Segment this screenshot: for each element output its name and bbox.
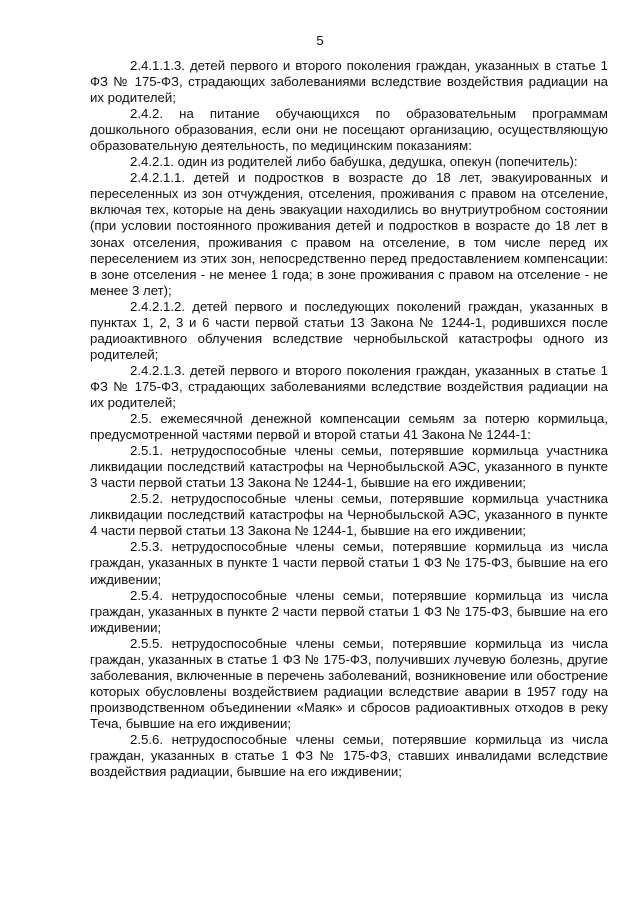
paragraph-2-5-2: 2.5.2. нетрудоспособные члены семьи, потерявшие кормильца участника ликвидации последствий катастрофы на Чернобыльской АЭС, указанного в пункте 4 части первой статьи 13 Закона № 1244-1, бывшие на его иждивении; bbox=[90, 491, 608, 539]
page-number: 5 bbox=[316, 33, 324, 48]
paragraph-2-4-2-1-3: 2.4.2.1.3. детей первого и второго поколения граждан, указанных в статье 1 ФЗ № 175-ФЗ, страдающих заболеваниями вследствие воздействия радиации на их родителей; bbox=[90, 362, 608, 410]
paragraph-2-4-1-1-3: 2.4.1.1.3. детей первого и второго поколения граждан, указанных в статье 1 ФЗ № 175-ФЗ, страдающих заболеваниями вследствие воздействия радиации на их родителей; bbox=[90, 58, 608, 106]
paragraph-2-4-2: 2.4.2. на питание обучающихся по образовательным программам дошкольного образования, если они не посещают организацию, осуществляющую образовательную деятельность, по медицинским показаниям: bbox=[90, 106, 608, 154]
paragraph-2-4-2-1-1: 2.4.2.1.1. детей и подростков в возрасте до 18 лет, эвакуированных и переселенных из зон отчуждения, отселения, проживания с правом на отселение, включая тех, которые на день эвакуации находились во внутриутробном состоянии (при условии постоянного проживания детей и подростков в возрасте до 18 лет в зонах отселения, проживания с правом на отселение, в том числе перед их переселением из этих зон, непосредственно перед предоставлением компенсации: в зоне отселения - не менее 1 года; в зоне проживания с правом на отселение - не менее 3 лет); bbox=[90, 170, 608, 298]
paragraph-2-4-2-1-2: 2.4.2.1.2. детей первого и последующих поколений граждан, указанных в пунктах 1, 2, 3 и 6 части первой статьи 13 Закона № 1244-1, родившихся после радиоактивного облучения вследствие чернобыльской катастрофы одного из родителей; bbox=[90, 298, 608, 362]
paragraph-2-5-1: 2.5.1. нетрудоспособные члены семьи, потерявшие кормильца участника ликвидации последствий катастрофы на Чернобыльской АЭС, указанного в пункте 3 части первой статьи 13 Закона № 1244-1, бывшие на его иждивении; bbox=[90, 443, 608, 491]
document-body bbox=[90, 58, 608, 780]
paragraph-2-5: 2.5. ежемесячной денежной компенсации семьям за потерю кормильца, предусмотренной частями первой и второй статьи 41 Закона № 1244-1: bbox=[90, 411, 608, 443]
paragraph-2-5-3: 2.5.3. нетрудоспособные члены семьи, потерявшие кормильца из числа граждан, указанных в пункте 1 части первой статьи 1 ФЗ № 175-ФЗ, бывшие на его иждивении; bbox=[90, 539, 608, 587]
paragraph-2-5-6: 2.5.6. нетрудоспособные члены семьи, потерявшие кормильца из числа граждан, указанных в статье 1 ФЗ № 175-ФЗ, ставших инвалидами вследствие воздействия радиации, бывшие на его иждивении; bbox=[90, 731, 608, 780]
paragraph-2-4-2-1: 2.4.2.1. один из родителей либо бабушка, дедушка, опекун (попечитель): bbox=[130, 154, 578, 170]
paragraph-2-5-4: 2.5.4. нетрудоспособные члены семьи, потерявшие кормильца из числа граждан, указанных в пункте 2 части первой статьи 1 ФЗ № 175-ФЗ, бывшие на его иждивении; bbox=[90, 587, 608, 635]
paragraph-2-5-5: 2.5.5. нетрудоспособные члены семьи, потерявшие кормильца из числа граждан, указанных в статье 1 ФЗ № 175-ФЗ, получивших лучевую болезнь, другие заболевания, включенные в перечень заболеваний, возникновение или обострение которых обусловлены воздействием радиации вследствие аварии в 1957 году на производственном объединении «Маяк» и сбросов радиоактивных отходов в реку Теча, бывшие на его иждивении; bbox=[90, 635, 608, 731]
